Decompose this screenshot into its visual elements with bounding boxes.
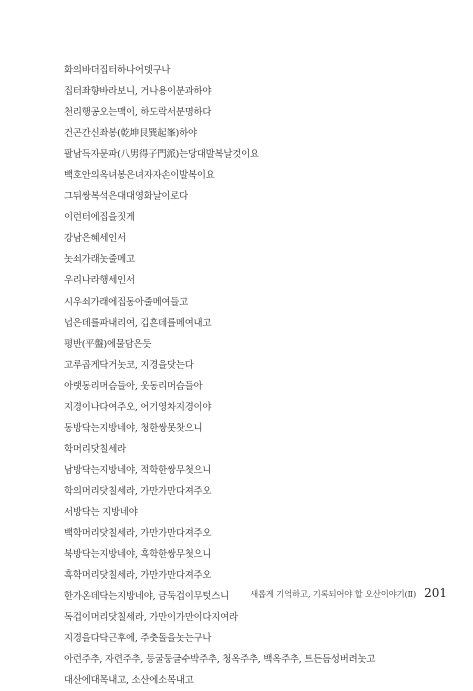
text-line: 백호안의옥녀봉은녀자자손이발복이요 xyxy=(64,170,215,182)
text-line: 남방닥는지방네야, 적학한쌍무첫으니 xyxy=(64,464,212,476)
text-line: 놋쇠가래놋줄메고 xyxy=(64,254,135,266)
text-line: 팔남득자문파(八男得子門派)는당대발복날것이요 xyxy=(64,149,259,161)
text-line: 학의머리닷칠세라, 가만가만다져주오 xyxy=(64,485,212,497)
text-line: 강남은혜세인서 xyxy=(64,233,126,245)
text-line: 지경을다닥근후에, 주춧돌을놋는구나 xyxy=(64,633,212,645)
text-line: 집터좌향바라보니, 거나용이분과하야 xyxy=(64,86,212,98)
text-line: 아랫동리머슴들아, 웃동리머슴들아 xyxy=(64,380,203,392)
text-line: 서방닥는 지방네야 xyxy=(64,506,138,518)
text-line: 독겁이머리닷칠세라, 가만이가만이다지여라 xyxy=(64,612,238,624)
text-line: 흑학머리닷칠세라, 가만가만다져주오 xyxy=(64,570,212,582)
text-line: 백학머리닷칠세라, 가만가만다져주오 xyxy=(64,528,212,540)
running-title: 새롭게 기억하고, 기록되어야 할 오산이야기(Ⅱ) xyxy=(250,589,417,599)
text-line: 시우쇠가래에집동아줄메여들고 xyxy=(64,296,188,308)
text-line: 대산에대목내고, 소산에소목내고 xyxy=(64,675,194,687)
text-line: 북방닥는지방네야, 흑학한쌍무첫으니 xyxy=(64,549,212,561)
text-line: 이런터에집을짓게 xyxy=(64,212,135,224)
page-number: 201 xyxy=(424,586,447,600)
page-footer xyxy=(250,586,447,600)
text-line: 동방닥는지방네야, 청한쌍못찻으니 xyxy=(64,422,203,434)
text-line: 학머리닷칠세라 xyxy=(64,443,126,455)
text-line: 평반(平盤)에물담은듯 xyxy=(64,338,152,350)
text-line: 아런주추, 자련주추, 등굴둥글수박주추, 청옥주추, 백옥주추, 트든듬성버려놋고 xyxy=(64,654,376,666)
text-line: 우리나라행세인서 xyxy=(64,275,135,287)
text-line: 그뒤쌍복석은대대영화날이로다 xyxy=(64,191,188,203)
text-line: 건곤간신좌봉(乾坤艮巽起峯)하야 xyxy=(64,128,197,140)
text-line: 한가온데닥는지방네야, 금둑겁이무텃스니 xyxy=(64,591,229,603)
text-line: 화의바더집터하나어뎃구나 xyxy=(64,65,171,76)
text-line: 천리행공오는맥이, 하도락서분명하다 xyxy=(64,107,212,119)
text-line: 지경이나다여주오, 어기영차지경이야 xyxy=(64,401,212,413)
text-line: 넙은데를파내리여, 깁흔데를메여내고 xyxy=(64,317,212,329)
text-line: 고루곱게닥거놋코, 지경을닷는다 xyxy=(64,359,194,371)
